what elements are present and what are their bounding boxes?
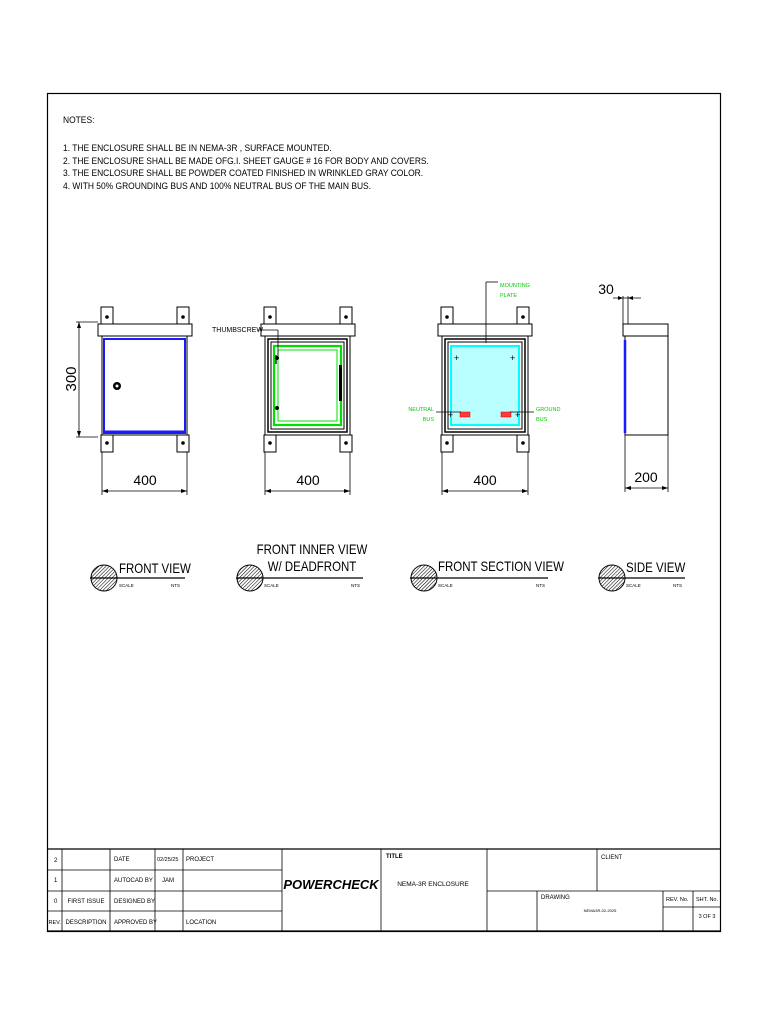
sheet-no-label: SHT. No. — [696, 897, 719, 903]
height-dim-label: 300 — [63, 366, 80, 392]
rev-1: 1 — [54, 878, 58, 884]
side-body — [625, 336, 668, 435]
deadfront-panel — [274, 346, 341, 425]
view-label-front: FRONT VIEW — [119, 559, 191, 577]
svg-text:+: + — [515, 410, 521, 420]
company-logo-text: POWERCHECK — [283, 877, 379, 892]
front-inner-view — [212, 307, 355, 452]
title-value: NEMA-3R ENCLOSURE — [397, 881, 469, 888]
approved-label: APPROVED BY — [114, 920, 158, 926]
svg-text:+: + — [448, 410, 454, 420]
title-label: TITLE — [386, 854, 403, 860]
neutral-bus-callout-1: NEUTRAL — [408, 407, 434, 413]
scale-label: SCALE — [626, 583, 641, 588]
project-label: PROJECT — [186, 857, 215, 863]
date-value: 02/25/25 — [157, 857, 179, 863]
view-title-inner — [236, 541, 368, 591]
rev-2: 2 — [54, 858, 58, 864]
sheet-no-value: 3 OF 3 — [698, 914, 716, 920]
view-label-section: FRONT SECTION VIEW — [438, 557, 565, 575]
enclosure-top-cap — [98, 324, 192, 336]
neutral-bus — [460, 412, 470, 417]
nts-label: NTS — [673, 583, 682, 588]
desc-first-issue: FIRST ISSUE — [67, 899, 105, 905]
autocad-label: AUTOCAD BY — [114, 878, 153, 884]
width-dim-label-inner: 400 — [296, 472, 320, 488]
flange-dim-label: 30 — [598, 281, 614, 297]
autocad-value: JAM — [162, 878, 174, 884]
notes-heading: NOTES: — [63, 114, 95, 125]
side-flange — [623, 324, 668, 336]
date-label: DATE — [114, 857, 130, 863]
scale-label: SCALE — [264, 583, 279, 588]
location-label: LOCATION — [186, 920, 217, 926]
note-item: 2. THE ENCLOSURE SHALL BE MADE OFG.I. SHEET GAUGE # 16 FOR BODY AND COVERS. — [63, 154, 429, 166]
scale-label: SCALE — [438, 583, 453, 588]
rev-0: 0 — [54, 899, 58, 905]
width-dimension-inner — [265, 452, 350, 495]
thumbscrew-callout: THUMBSCREW — [212, 327, 263, 334]
rev-header: REV. — [48, 920, 61, 926]
neutral-bus-callout-2: BUS — [422, 417, 434, 423]
width-dim-label-front: 400 — [133, 472, 157, 488]
svg-text:+: + — [454, 353, 460, 363]
width-dimension-section — [442, 452, 528, 495]
ground-bus-callout-1: GROUND — [536, 407, 561, 413]
svg-text:+: + — [510, 353, 516, 363]
thumbscrew-icon — [275, 406, 279, 410]
note-item: 1. THE ENCLOSURE SHALL BE IN NEMA-3R , SURFACE MOUNTED. — [63, 142, 332, 153]
nts-label: NTS — [351, 583, 360, 588]
height-dimension — [63, 322, 98, 437]
note-item: 4. WITH 50% GROUNDING BUS AND 100% NEUTRAL BUS OF THE MAIN BUS. — [63, 179, 372, 191]
ground-bus-callout-2: BUS — [536, 417, 548, 423]
scale-label: SCALE — [119, 583, 134, 588]
mounting-plate-callout-1: MOUNTING — [500, 283, 530, 289]
thumbscrew-icon — [275, 356, 279, 360]
depth-dim-label: 200 — [634, 469, 658, 485]
mounting-plate-callout-2: PLATE — [500, 293, 518, 299]
nts-label: NTS — [171, 583, 180, 588]
view-label-side: SIDE VIEW — [626, 558, 686, 576]
rev-no-label: REV. No. — [666, 897, 689, 903]
view-title-side — [598, 559, 686, 591]
view-label-inner-2: W/ DEADFRONT — [267, 557, 357, 575]
notes-block — [63, 113, 429, 192]
desc-header: DESCRIPTION — [65, 920, 107, 926]
sheet-border — [48, 94, 721, 932]
view-title-front — [90, 560, 192, 591]
nts-label: NTS — [536, 583, 545, 588]
drawing-label: DRAWING — [541, 895, 570, 901]
view-label-inner-1: FRONT INNER VIEW — [256, 540, 368, 558]
side-view — [598, 281, 668, 492]
title-block — [47, 849, 721, 931]
width-dimension-front — [102, 452, 187, 495]
front-section-view — [408, 282, 560, 452]
note-item: 3. THE ENCLOSURE SHALL BE POWDER COATED FINISHED IN WRINKLED GRAY COLOR. — [63, 167, 424, 178]
width-dim-label-section: 400 — [473, 472, 497, 488]
designed-label: DESIGNED BY — [114, 899, 156, 905]
view-title-section — [410, 558, 565, 591]
drawing-value: NEMA3R-02-2025 — [583, 908, 617, 913]
client-label: CLIENT — [601, 855, 623, 861]
front-view — [98, 307, 192, 452]
ground-bus — [501, 412, 511, 417]
title-block-text — [49, 854, 719, 926]
